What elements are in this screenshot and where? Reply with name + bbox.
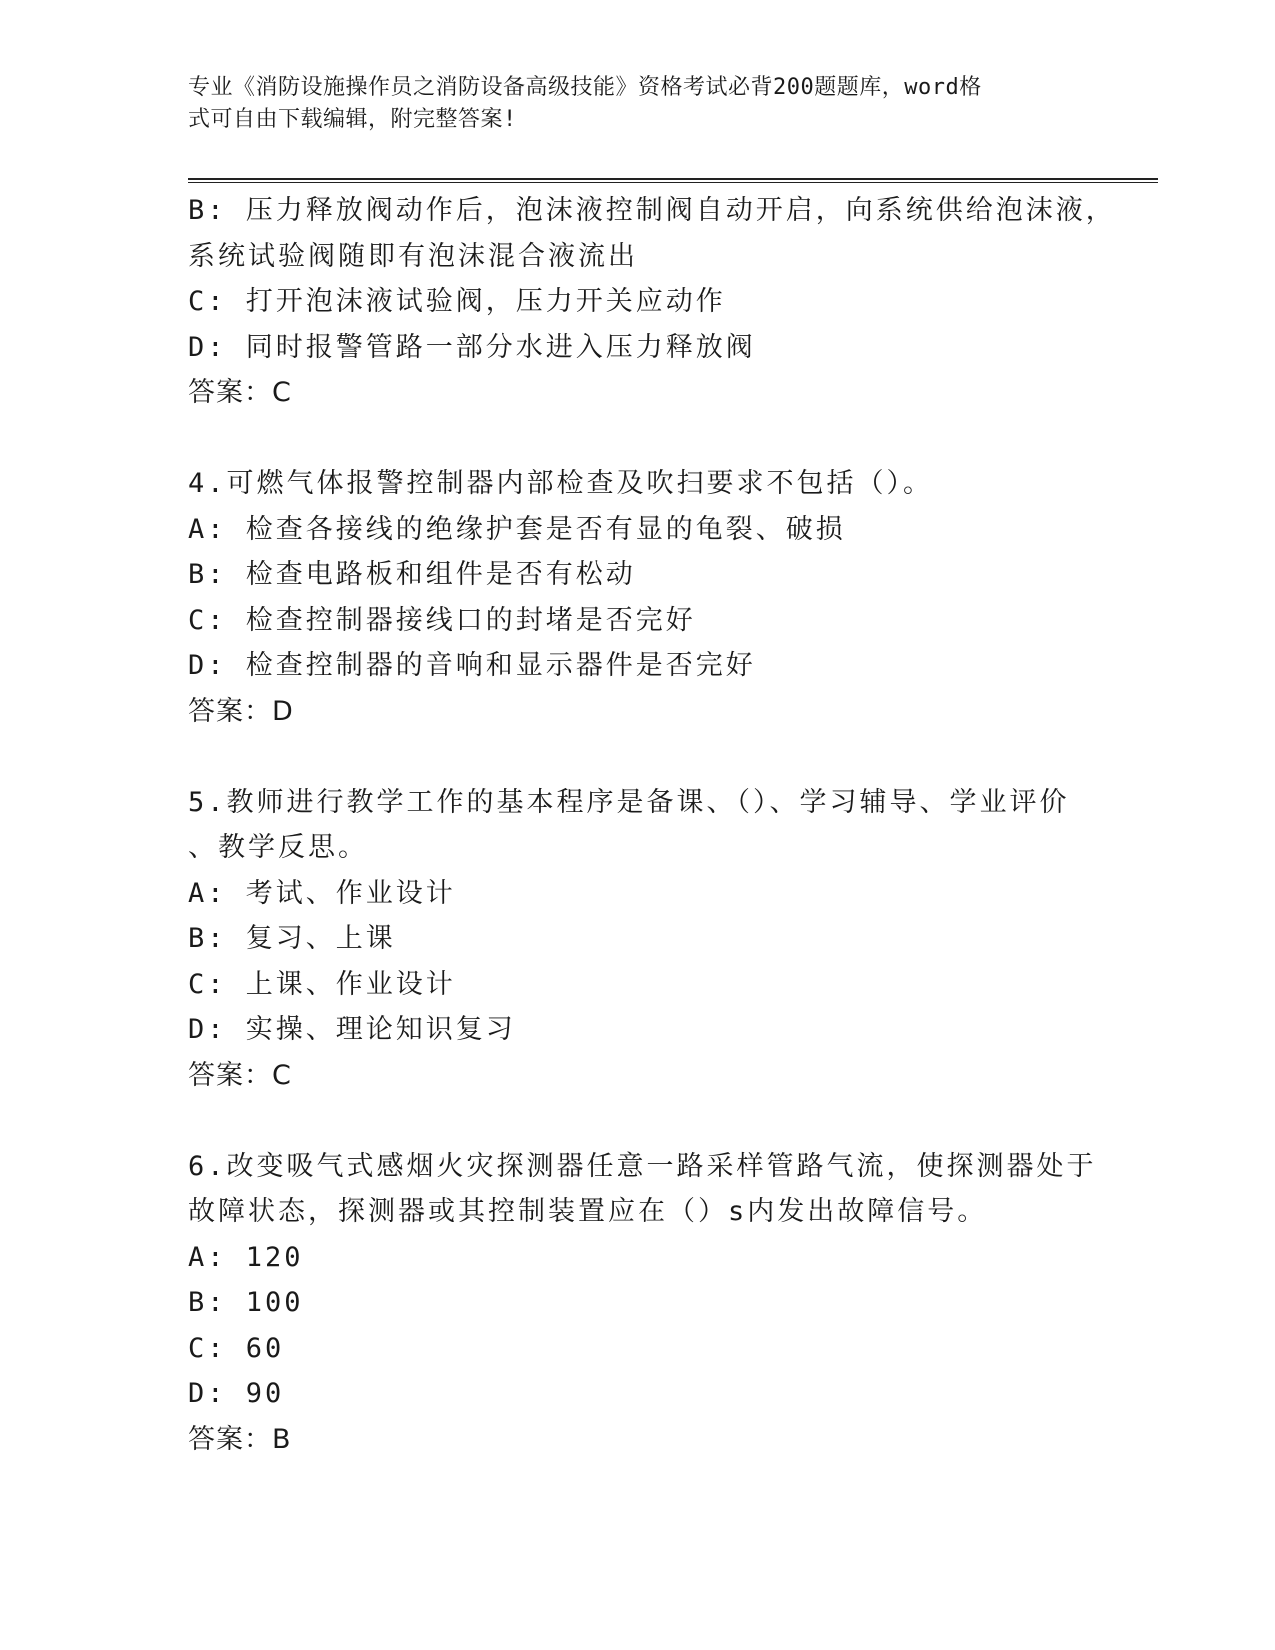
- document-header: [188, 72, 1068, 136]
- option-b: B: 复习、上课: [188, 923, 396, 954]
- header-line-1: 专业《消防设施操作员之消防设备高级技能》资格考试必背200题题库，word格: [188, 75, 982, 100]
- option-b: B: 100: [188, 1287, 304, 1318]
- option-d: D: 同时报警管路一部分水进入压力释放阀: [188, 331, 756, 363]
- question-stem-line-1: 5.教师进行教学工作的基本程序是备课、（）、学习辅导、学业评价: [188, 786, 1070, 818]
- option-d: D: 实操、理论知识复习: [188, 1014, 516, 1045]
- option-b: B: 检查电路板和组件是否有松动: [188, 559, 636, 590]
- spacer: [188, 416, 1088, 462]
- question-4: [188, 461, 1088, 734]
- option-d: D: 检查控制器的音响和显示器件是否完好: [188, 650, 756, 681]
- question-5: [188, 780, 1088, 1099]
- option-b-line-2: 系统试验阀随即有泡沫混合液流出: [188, 240, 638, 272]
- question-3-tail: [188, 188, 1116, 416]
- option-a: A: 考试、作业设计: [188, 877, 456, 909]
- option-a: A: 检查各接线的绝缘护套是否有显的龟裂、破损: [188, 513, 846, 545]
- question-content: [188, 188, 1116, 1462]
- option-c: C: 打开泡沫液试验阀，压力开关应动作: [188, 286, 726, 317]
- question-stem-line-2: 、教学反思。: [188, 832, 368, 863]
- header-divider: [188, 178, 1158, 183]
- option-c: C: 60: [188, 1332, 285, 1364]
- answer: 答案：C: [188, 377, 292, 408]
- option-c: C: 上课、作业设计: [188, 968, 456, 1000]
- answer: 答案：B: [188, 1423, 292, 1455]
- header-line-2: 式可自由下载编辑，附完整答案!: [188, 107, 517, 132]
- question-6: [188, 1144, 1097, 1463]
- answer: 答案：C: [188, 1059, 292, 1091]
- question-stem: 4.可燃气体报警控制器内部检查及吹扫要求不包括（）。: [188, 468, 934, 499]
- option-c: C: 检查控制器接线口的封堵是否完好: [188, 604, 696, 636]
- question-stem-line-2: 故障状态，探测器或其控制装置应在（）s内发出故障信号。: [188, 1196, 988, 1227]
- spacer: [188, 734, 1088, 780]
- option-d: D: 90: [188, 1378, 285, 1409]
- spacer: [188, 1098, 1088, 1144]
- answer: 答案：D: [188, 695, 294, 727]
- option-b-line-1: B: 压力释放阀动作后，泡沫液控制阀自动开启，向系统供给泡沫液，: [188, 195, 1116, 226]
- question-stem-line-1: 6.改变吸气式感烟火灾探测器任意一路采样管路气流，使探测器处于: [188, 1150, 1097, 1182]
- option-a: A: 120: [188, 1241, 304, 1273]
